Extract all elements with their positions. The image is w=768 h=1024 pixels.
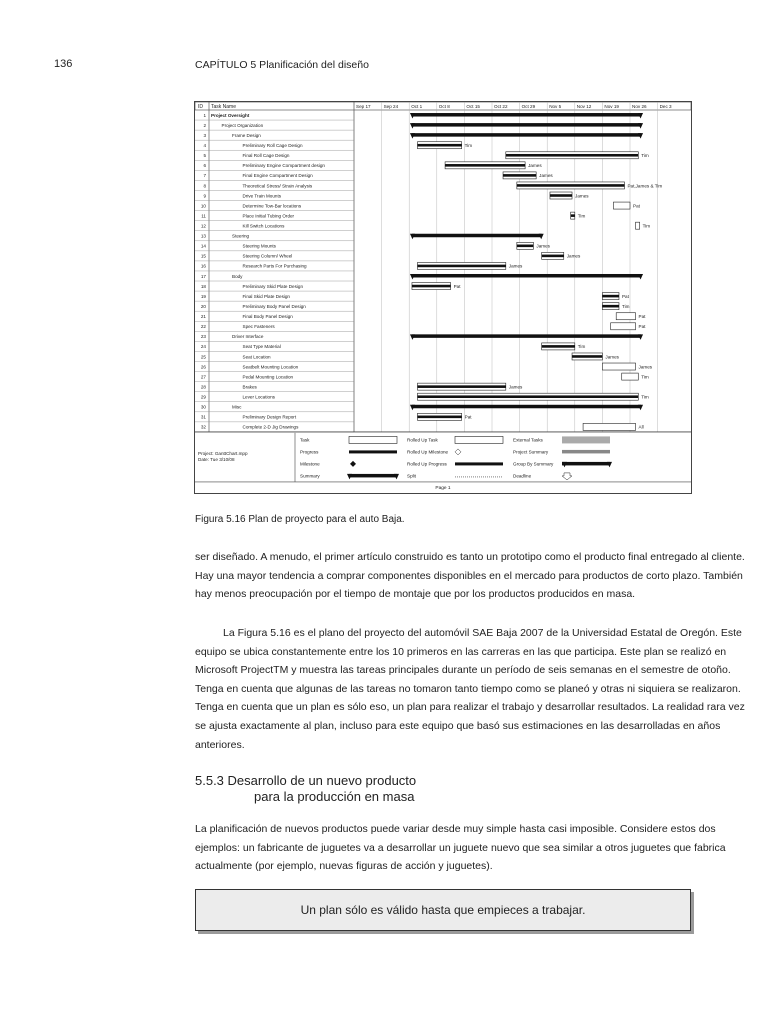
gantt-task-name: Kill Switch Locations: [242, 223, 285, 229]
gantt-task-name: Preliminary Body Panel Design: [242, 303, 306, 309]
legend-label: Deadline: [513, 473, 532, 479]
gantt-task-id: 14: [200, 243, 206, 249]
gantt-progress-bar: [417, 385, 505, 388]
gantt-task-id: 28: [200, 384, 206, 390]
gantt-resource-label: Pat: [464, 414, 472, 420]
gantt-chart: [194, 101, 692, 494]
gantt-resource-label: James: [508, 263, 523, 269]
gantt-progress-bar: [602, 295, 619, 298]
gantt-task-name: Seatbelt Mounting Location: [242, 364, 299, 370]
figure-caption: [195, 514, 405, 525]
gantt-task-name: Final Skid Plate Design: [242, 293, 290, 299]
callout-box: [195, 889, 691, 931]
legend-rolled-milestone-swatch: [455, 449, 461, 455]
gantt-resource-label: Tim: [641, 394, 649, 400]
gantt-progress-bar: [517, 245, 534, 248]
gantt-resource-label: Pat: [621, 293, 629, 299]
gantt-task-id: 31: [200, 414, 206, 420]
gantt-progress-bar: [503, 174, 536, 177]
gantt-task-id: 5: [203, 153, 206, 159]
legend-label: Split: [407, 473, 416, 479]
gantt-progress-bar: [571, 214, 575, 217]
gantt-week-label: Oct 29: [521, 104, 536, 109]
gantt-summary-bar: [412, 123, 641, 127]
gantt-resource-label: Tim: [464, 143, 473, 149]
gantt-progress-bar: [412, 285, 451, 288]
legend-progress-swatch: [349, 450, 397, 453]
legend-label: Summary: [300, 473, 320, 479]
gantt-week-label: Nov 19: [604, 104, 619, 109]
gantt-task-id: 1: [203, 112, 206, 118]
gantt-task-name: Spec Fasteners: [242, 324, 275, 330]
paragraph-1: [195, 548, 755, 604]
gantt-task-name: Steering Column/ Wheel: [242, 253, 293, 259]
gantt-progress-bar: [602, 305, 619, 308]
gantt-task-name: Misc: [232, 404, 242, 410]
gantt-task-id: 18: [200, 283, 206, 289]
gantt-task-name: Steering Mounts: [242, 243, 276, 249]
gantt-week-label: Nov 5: [549, 104, 562, 109]
caption-label: Figura 5.16: [195, 514, 246, 525]
gantt-task-name: Project Oversight: [211, 112, 250, 118]
gantt-task-bar: [636, 222, 640, 229]
gantt-task-name: Determine Tow-Bar locations: [242, 203, 302, 209]
legend-project-summary-swatch: [562, 450, 610, 454]
gantt-progress-bar: [572, 355, 602, 358]
gantt-progress-bar: [417, 395, 638, 398]
gantt-task-id: 3: [203, 132, 206, 138]
gantt-task-id: 12: [200, 223, 206, 229]
gantt-task-name: Body: [232, 273, 243, 279]
gantt-task-id: 21: [200, 314, 206, 320]
caption-text: Plan de proyecto para el auto Baja.: [245, 514, 405, 525]
gantt-task-id: 19: [200, 293, 206, 299]
legend-project-info: Date: Tue 3/10/08: [198, 456, 235, 462]
legend-label: Task: [300, 437, 310, 443]
paragraph-1-text: ser diseñado. A menudo, el primer artículo construido es tanto un prototipo como el producto final entregado al cliente. Hay una mayor tendencia a comprar componentes disponibles en el mercado para productos de corto plazo. También hay menos preocupación por el tiempo de montaje que por los productos producidos en masa.: [195, 551, 745, 601]
gantt-week-label: Sep 17: [356, 104, 371, 109]
gantt-footer-page: Page 1: [435, 485, 451, 491]
gantt-task-name: Final Roll Cage Design: [242, 153, 290, 159]
legend-task-swatch: [349, 436, 397, 443]
gantt-task-name: Frame Design: [232, 132, 261, 138]
legend-label: Group By Summary: [513, 461, 554, 467]
gantt-task-id: 29: [200, 394, 206, 400]
gantt-summary-bar: [412, 113, 641, 117]
legend-label: Rolled Up Progress: [407, 461, 447, 467]
gantt-week-label: Sep 24: [383, 104, 399, 109]
gantt-summary-bar: [412, 334, 641, 338]
gantt-task-id: 10: [200, 203, 206, 209]
gantt-task-name: Seat Location: [242, 354, 271, 360]
gantt-task-id: 15: [200, 253, 206, 259]
section-heading: [195, 773, 416, 805]
gantt-summary-bar: [412, 133, 641, 137]
gantt-resource-label: Pat,James & Tim: [627, 183, 663, 189]
gantt-resource-label: James: [605, 354, 619, 360]
gantt-resource-label: Pat: [633, 203, 640, 209]
legend-label: Rolled Up Milestone: [407, 449, 449, 455]
section-heading-line-1: 5.5.3 Desarrollo de un nuevo producto: [195, 773, 417, 788]
gantt-resource-label: Tim: [577, 344, 586, 350]
gantt-task-id: 32: [200, 424, 206, 430]
gantt-progress-bar: [417, 144, 461, 147]
gantt-task-name: Seat Type Material: [242, 344, 281, 350]
section-heading-line-2: para la producción en masa: [254, 789, 415, 804]
gantt-progress-bar: [550, 194, 572, 197]
gantt-task-id: 30: [200, 404, 206, 410]
gantt-resource-label: Tim: [641, 374, 649, 380]
gantt-task-id: 11: [201, 213, 206, 219]
gantt-task-name: Brakes: [242, 384, 257, 390]
gantt-task-id: 17: [200, 273, 206, 279]
callout-text: Un plan sólo es válido hasta que empieces a trabajar.: [300, 903, 586, 917]
gantt-task-name: Complete 2-D Jig Drawings: [242, 424, 299, 430]
gantt-task-bar: [611, 323, 636, 330]
gantt-task-name: Final Body Panel Design: [242, 314, 293, 320]
gantt-progress-bar: [417, 265, 505, 268]
gantt-task-id: 26: [200, 364, 206, 370]
gantt-resource-label: James: [508, 384, 523, 390]
gantt-resource-label: Tim: [577, 213, 586, 219]
legend-milestone-swatch: [350, 461, 356, 467]
gantt-task-id: 7: [203, 173, 206, 179]
gantt-progress-bar: [517, 184, 625, 187]
legend-deadline-arrow: [562, 473, 572, 480]
gantt-resource-label: Pat: [638, 324, 646, 330]
legend-rolled-task-swatch: [455, 436, 503, 443]
gantt-task-id: 8: [203, 183, 206, 189]
gantt-task-name: Lever Locations: [242, 394, 275, 400]
gantt-task-name: Project Organization: [221, 122, 264, 128]
paragraph-2-text: La Figura 5.16 es el plano del proyecto del automóvil SAE Baja 2007 de la Universidad Estatal de Oregón. Este equipo se ubica constantemente entre los 10 primeros en las carreras en las que participa. Este plan se realizó en Microsoft ProjectTM y muestra las tareas principales durante un período de seis semanas en el semestre de otoño. Tenga en cuenta que algunas de las tareas no tomaron tanto tiempo como se planeó y otras ni siquiera se realizaron. Tenga en cuenta que un plan es sólo eso, un plan para realizar el trabajo y desarrollar resultados. La realidad rara vez se ajusta exactamente al plan, incluso para este equipo que basó sus estimaciones en las desarrolladas en años anteriores.: [195, 627, 745, 751]
legend-label: External Tasks: [513, 437, 543, 443]
gantt-task-id: 23: [200, 334, 206, 340]
gantt-task-id: 9: [203, 193, 206, 199]
gantt-task-bar: [583, 423, 635, 430]
gantt-week-label: Nov 12: [576, 104, 592, 109]
gantt-progress-bar: [542, 255, 564, 258]
gantt-resource-label: Tim: [621, 303, 630, 309]
gantt-resource-label: Tim: [641, 153, 649, 159]
gantt-resource-label: James: [536, 243, 550, 249]
legend-label: Milestone: [300, 461, 320, 467]
gantt-task-name: Driver Interface: [232, 334, 264, 340]
gantt-task-id: 13: [200, 233, 206, 239]
gantt-task-id: 4: [203, 143, 206, 149]
legend-label: Rolled Up Task: [407, 437, 438, 443]
gantt-task-name: Theoretical Stress/ Strain Analysis: [242, 183, 313, 189]
legend-label: Project Summary: [513, 449, 549, 455]
gantt-task-id: 20: [200, 303, 206, 309]
gantt-resource-label: Tim: [642, 223, 651, 229]
page-number: 136: [54, 58, 73, 70]
gantt-task-id: 22: [200, 324, 206, 330]
gantt-task-bar: [622, 373, 639, 380]
gantt-progress-bar: [506, 154, 638, 157]
gantt-task-name: Preliminary Skid Plate Design: [242, 283, 304, 289]
gantt-week-label: Oct 1: [411, 104, 423, 109]
legend-rolled-progress-swatch: [455, 462, 503, 465]
gantt-task-name: Final Engine Compartment Design: [242, 173, 313, 179]
gantt-task-id: 6: [203, 163, 206, 169]
gantt-progress-bar: [417, 416, 461, 419]
gantt-summary-bar: [412, 274, 641, 278]
gantt-task-id: 24: [200, 344, 206, 350]
gantt-task-name: Steering: [232, 233, 250, 239]
gantt-resource-label: James: [575, 193, 589, 199]
paragraph-3: [195, 820, 755, 876]
gantt-resource-label: Pat: [453, 283, 461, 289]
gantt-resource-label: James: [566, 253, 581, 259]
gantt-task-bar: [613, 202, 630, 209]
gantt-task-id: 16: [200, 263, 206, 269]
gantt-task-name: Research Parts For Purchasing: [242, 263, 307, 269]
gantt-task-id: 27: [200, 374, 206, 380]
gantt-task-name: Drive Train Mounts: [242, 193, 282, 199]
legend-summary-swatch: [349, 474, 397, 478]
gantt-task-name: Preliminary Design Report: [242, 414, 297, 420]
gantt-week-label: Oct 8: [438, 104, 450, 109]
gantt-summary-bar: [412, 234, 542, 238]
gantt-resource-label: James: [638, 364, 653, 370]
legend-label: Progress: [300, 449, 319, 455]
legend-group-summary-swatch: [562, 462, 610, 466]
gantt-task-id: 25: [200, 354, 206, 360]
paragraph-3-text: La planificación de nuevos productos puede variar desde muy simple hasta casi imposible. Considere estos dos ejemplos: un fabricante de juguetes va a desarrollar un juguete nuevo que sea similar a otros juguetes que fabrica actualmente (por ejemplo, nuevas figuras de acción y juguetes).: [195, 823, 726, 873]
gantt-header-id: ID: [198, 104, 203, 110]
gantt-task-name: Preliminary Roll Cage Design: [242, 143, 303, 149]
gantt-week-label: Oct 22: [494, 104, 508, 109]
gantt-resource-label: James: [539, 173, 553, 179]
chapter-title: CAPÍTULO 5 Planificación del diseño: [195, 59, 369, 71]
gantt-header-task: Task Name: [211, 104, 237, 110]
paragraph-2: [195, 624, 755, 754]
gantt-task-id: 2: [203, 122, 206, 128]
gantt-task-bar: [616, 313, 635, 320]
gantt-resource-label: All: [638, 424, 644, 430]
gantt-week-label: Oct 15: [466, 104, 480, 109]
gantt-task-bar: [602, 363, 635, 370]
gantt-resource-label: James: [528, 163, 542, 169]
gantt-week-label: Nov 26: [632, 104, 647, 109]
gantt-progress-bar: [542, 345, 575, 348]
gantt-task-name: Place Initial Tubing Order: [242, 213, 295, 219]
gantt-task-name: Preliminary Engine Compartment design: [242, 163, 325, 169]
gantt-week-label: Dec 3: [659, 104, 672, 109]
legend-external-swatch: [562, 436, 610, 443]
gantt-summary-bar: [412, 405, 641, 409]
gantt-progress-bar: [445, 164, 525, 167]
gantt-resource-label: Pat: [638, 314, 646, 320]
gantt-task-name: Pedal Mounting Location: [242, 374, 294, 380]
legend-project-info: Project: GanttChart.mpp: [198, 450, 248, 456]
